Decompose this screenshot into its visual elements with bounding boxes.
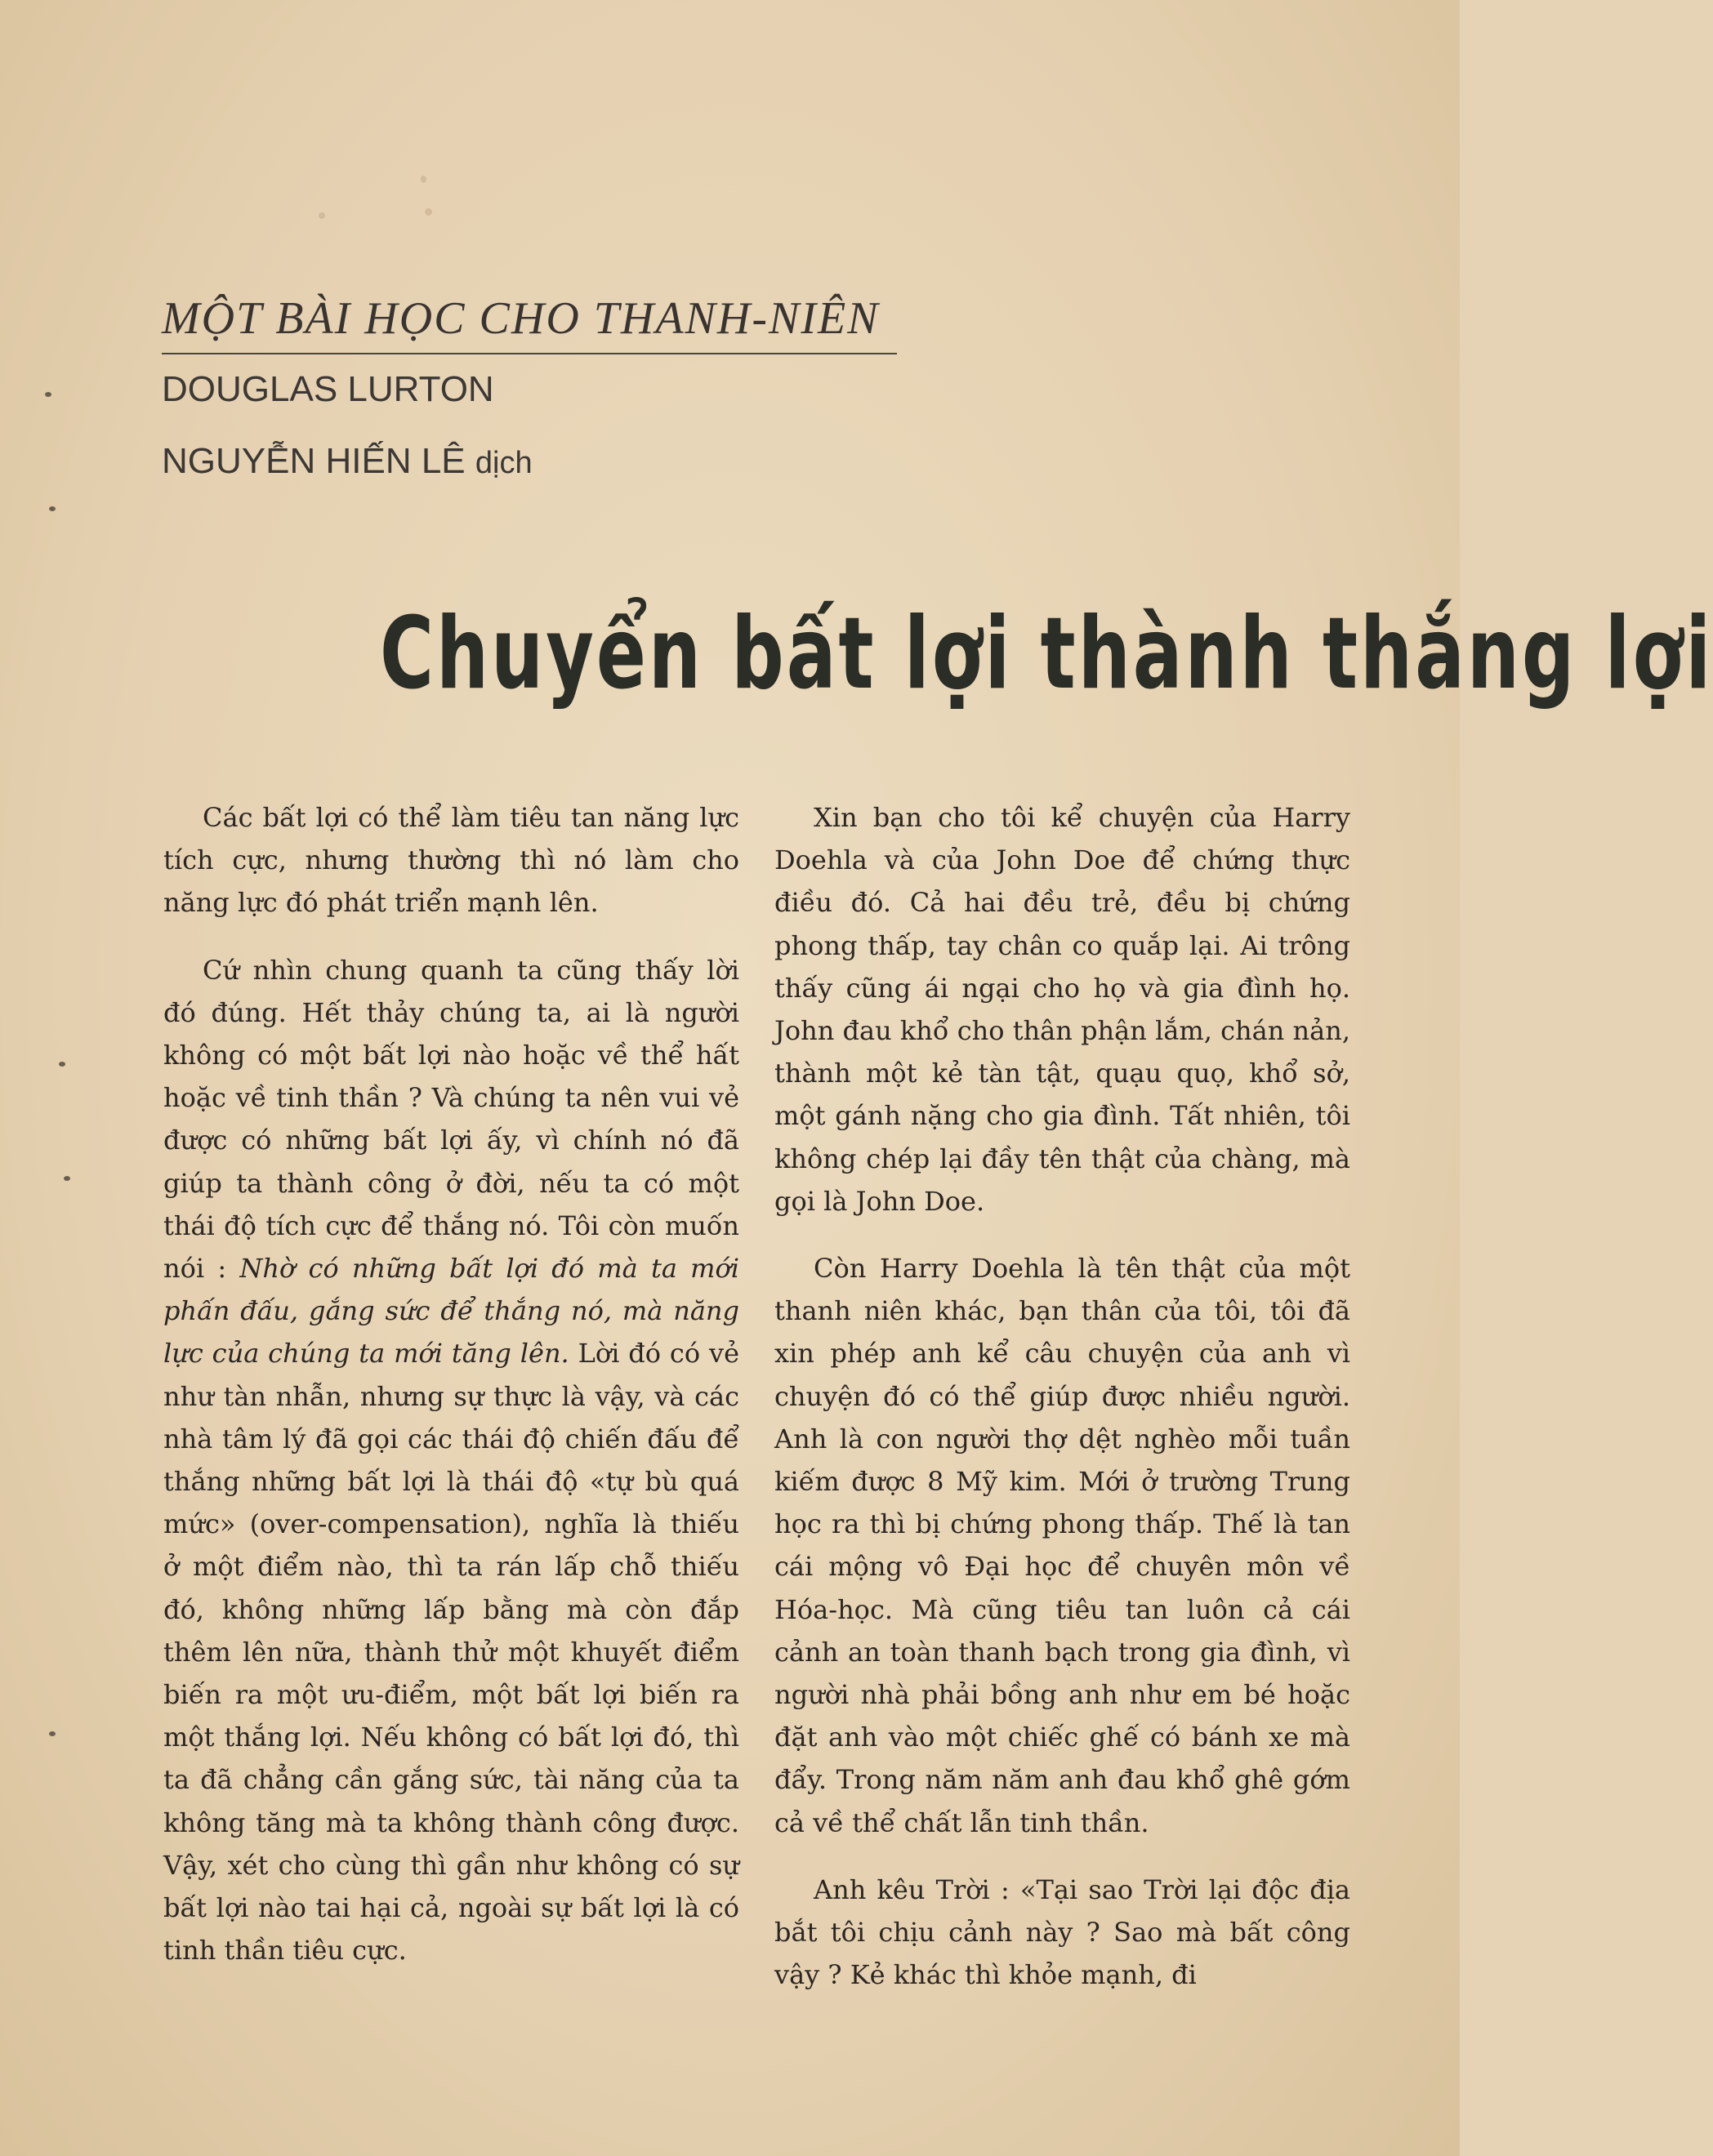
- left-column: [163, 796, 739, 1996]
- paper-stain: [421, 176, 426, 183]
- margin-mark: [59, 1062, 65, 1067]
- translator-role: dịch: [475, 446, 533, 480]
- paragraph-text: Lời đó có vẻ như tàn nhẫn, nhưng sự thực là vậy, và các nhà tâm lý đã gọi các thái độ chiến đấu để thắng những bất lợi là thái độ «tự bù quá mức» (over-compensation), nghĩa là thiếu ở một điểm nào, thì ta rán lấp chỗ thiếu đó, không những lấp bằng mà còn đắp thêm lên nữa, thành thử một khuyết điểm biến ra một ưu-điểm, một bất lợi biến ra một thắng lợi. Nếu không có bất lợi đó, thì ta đã chẳng cần gắng sức, tài năng của ta không tăng mà ta không thành công được. Vậy, xét cho cùng thì gần như không có sự bất lợi nào tai hại cả, ngoài sự bất lợi là có tinh thần tiêu cực.: [163, 1338, 740, 1967]
- series-title: MỘT BÀI HỌC CHO THANH-NIÊN: [162, 293, 880, 344]
- margin-mark: [49, 1731, 56, 1736]
- author-name: DOUGLAS LURTON: [162, 369, 494, 409]
- margin-mark: [64, 1176, 70, 1181]
- right-column: [774, 796, 1350, 2020]
- margin-mark: [49, 506, 56, 511]
- paragraph: Xin bạn cho tôi kể chuyện của Harry Doehla và của John Doe để chứng thực điều đó. Cả hai đều trẻ, đều bị chứng phong thấp, tay chân co quắp lại. Ai trông thấy cũng ái ngại cho họ và gia đình họ. John đau khổ cho thân phận lắm, chán nản, thành một kẻ tàn tật, quạu quọ, khổ sở, một gánh nặng cho gia đình. Tất nhiên, tôi không chép lại đầy tên thật của chàng, mà gọi là John Doe.: [774, 802, 1350, 1217]
- paragraph-text: Cứ nhìn chung quanh ta cũng thấy lời đó đúng. Hết thảy chúng ta, ai là người không có một bất lợi nào hoặc về thể hất hoặc về tinh thần ? Và chúng ta nên vui vẻ được có những bất lợi ấy, vì chính nó đã giúp ta thành công ở đời, nếu ta có một thái độ tích cực để thắng nó. Tôi còn muốn nói :: [163, 954, 739, 1285]
- paragraph: Còn Harry Doehla là tên thật của một thanh niên khác, bạn thân của tôi, tôi đã xin phép anh kể câu chuyện của anh vì chuyện đó có thể giúp được nhiều người. Anh là con người thợ dệt nghèo mỗi tuần kiếm được 8 Mỹ kim. Mới ở trường Trung học ra thì bị chứng phong thấp. Thế là tan cái mộng vô Đại học để chuyên môn về Hóa-học. Mà cũng tiêu tan luôn cả cái cảnh an toàn thanh bạch trong gia đình, vì người nhà phải bồng anh như em bé hoặc đặt anh vào một chiếc ghế có bánh xe mà đẩy. Trong năm năm anh đau khổ ghê gớm cả về thể chất lẫn tinh thần.: [774, 1253, 1350, 1838]
- paragraph: [163, 949, 739, 1972]
- translator-name: NGUYỄN HIẾN LÊ: [162, 441, 466, 481]
- paper-stain: [425, 208, 432, 216]
- emphasis-text: Nhờ có những bất lợi đó mà ta mới phấn đấu, gắng sức để thắng nó, mà năng lực của chúng ta mới tăng lên.: [163, 1253, 740, 1370]
- paragraph: Các bất lợi có thể làm tiêu tan năng lực tích cực, nhưng thường thì nó làm cho năng lực đó phát triển mạnh lên.: [163, 802, 739, 919]
- paragraph: Anh kêu Trời : «Tại sao Trời lại độc địa bắt tôi chịu cảnh này ? Sao mà bất công vậy ? Kẻ khác thì khỏe mạnh, đi: [774, 1873, 1350, 1991]
- paper-stain: [319, 212, 325, 219]
- margin-mark: [45, 392, 51, 397]
- article-headline: Chuyển bất lợi thành thắng lợi: [380, 596, 1713, 712]
- title-rule: [162, 353, 897, 354]
- translator-line: [162, 441, 533, 482]
